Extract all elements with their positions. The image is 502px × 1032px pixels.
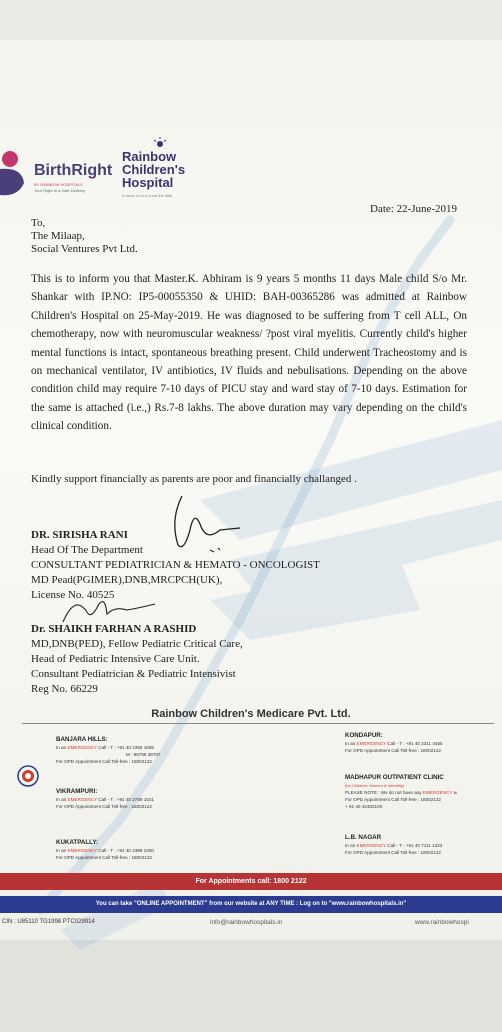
address-line-2: The Milaap, [31,230,85,242]
recipient-address [31,217,138,256]
signatory-2 [31,622,243,697]
company-name: Rainbow Children's Medicare Pvt. Ltd. [151,708,351,720]
birthright-tagline: Your Right to a Safe Delivery [34,188,86,193]
cin-number: CIN : U85110 TG1998 PTC029914 [2,919,95,925]
branch-emergency: In an EMERGENCY Call - T : +91 40 7111 1333 [345,843,443,848]
online-appointment-bar: You can take "ONLINE APPOINTMENT" from our website at ANY TIME : Log on to "www.rainbowhospitals.in" [0,896,502,913]
footer-divider [22,723,494,724]
signatory-1-line: MD Pead(PGIMER),DNB,MRCPCH(UK), [31,574,223,586]
branch-phone: + 91 40 42482100 [345,804,383,809]
signatory-1-line: CONSULTANT PEDIATRICIAN & HEMATO - ONCOLOGIST [31,559,320,571]
support-request: Kindly support financially as parents are poor and financially challanged . [31,473,357,485]
nabh-accreditation-icon [17,765,39,787]
branch-name: KONDAPUR: [345,732,383,739]
hospital-name [122,150,185,189]
branch-emergency: In an EMERGENCY Call - T : +91 40 2311 4455 [345,741,443,746]
signatory-1-line: License No. 40525 [31,589,115,601]
branch-vikrampuri [56,787,154,810]
signatory-2-line: Reg No. 66229 [31,683,98,695]
address-line-3: Social Ventures Pvt Ltd. [31,243,138,255]
branch-name: MADHAPUR OUTPATIENT CLINIC [345,774,444,781]
address-line-1: To, [31,217,46,229]
website-url: www.rainbowhospi [415,919,469,926]
background-surface [0,940,502,1032]
branch-kondapur [345,731,443,754]
branch-note: PLEASE NOTE : We do not have any EMERGENCY w [345,790,457,795]
branch-name: KUKATPALLY: [56,839,99,846]
signatory-2-line: MD,DNB(PED), Fellow Pediatric Critical Care, [31,638,243,650]
letter-date: Date: 22-June-2019 [370,203,458,215]
signatory-2-line: Head of Pediatric Intensive Care Unit. [31,653,200,665]
appointments-bar: For Appointments call: 1800 2122 [0,873,502,890]
rainbow-sun-icon [150,136,170,150]
branch-opd: For OPD Appointment Call Toll-free : 18002122 [56,855,152,860]
branch-opd: For OPD Appointment Call Toll-free : 18002122 [345,797,441,802]
branch-madhapur [345,773,457,810]
signatory-1-name: DR. SIRISHA RANI [31,529,128,541]
hospital-name-line1: Rainbow [122,149,177,164]
branch-mobile: M : 96768 38787 [126,752,161,757]
branch-opd: For OPD Appointment Call Toll-free : 18002122 [345,748,441,753]
branch-emergency: In an EMERGENCY Call - T : +91 40 2389 2300 [56,848,154,853]
branch-name: BANJARA HILLS: [56,736,108,743]
email-address: info@rainbowhospitals.in [210,919,283,926]
branch-opd: For OPD Appointment Call Toll-free : 18002122 [345,850,441,855]
birthright-subtitle: BY RAINBOW HOSPITALS [34,182,83,187]
hospital-name-line3: Hospital [122,175,174,190]
branch-emergency: In an EMERGENCY Call - T : +91 40 2355 1555 [56,745,154,750]
branch-opd: For OPD Appointment Call Toll-free : 18002122 [56,804,152,809]
branch-name: VIKRAMPURI: [56,788,98,795]
branch-lb-nagar [345,833,442,856]
letter-body [31,270,467,436]
signatory-2-name: Dr. SHAIKH FARHAN A RASHID [31,623,197,635]
branch-kukatpally [56,838,154,861]
hospital-name-line2: Children's [122,162,186,177]
signatory-1 [31,528,320,603]
branch-emergency: In an EMERGENCY Call - T : +91 40 2789 1531 [56,797,154,802]
letter-body-text: This is to inform you that Master.K. Abhiram is 9 years 5 months 11 days Male child S/o Mr. Shankar with IP.NO: IP5-00055350 & UHID: BAH-00365286 was admitted at Rainbow Children's Hospital on 25-May-2019. He was diagnosed to be suffering from T cell ALL, On chemotherapy, now with neuromuscular weakness/ ?post viral myelitis. Currently child's higher mental functions is intact, spontaneous breathing present. Child underwent Tracheostomy and is on mechanical ventilator, IV antibiotics, IV fluids and nebulisations. Depending on the above condition child may require 7-10 days of PICU stay and ward stay of 7-10 days. Estimation for the same is attached (i.e.,) Rs.7-8 lakhs. The above duration may vary depending on the child's clinical condition. [31,273,467,433]
signatory-1-line: Head Of The Department [31,544,143,556]
branch-subtitle: (for Children, Women & Infertility) [345,783,405,788]
branch-name: L.B. NAGAR [345,834,382,841]
hospital-tagline: It takes a lot to treat the little. [122,193,174,198]
branch-banjara-hills [56,735,160,765]
birthright-logo-icon [0,145,30,197]
branch-opd: For OPD Appointment Call Toll-free : 18002122 [56,759,152,764]
signatory-2-line: Consultant Pediatrician & Pediatric Intensivist [31,668,236,680]
birthright-brand-name: BirthRight [34,162,113,179]
